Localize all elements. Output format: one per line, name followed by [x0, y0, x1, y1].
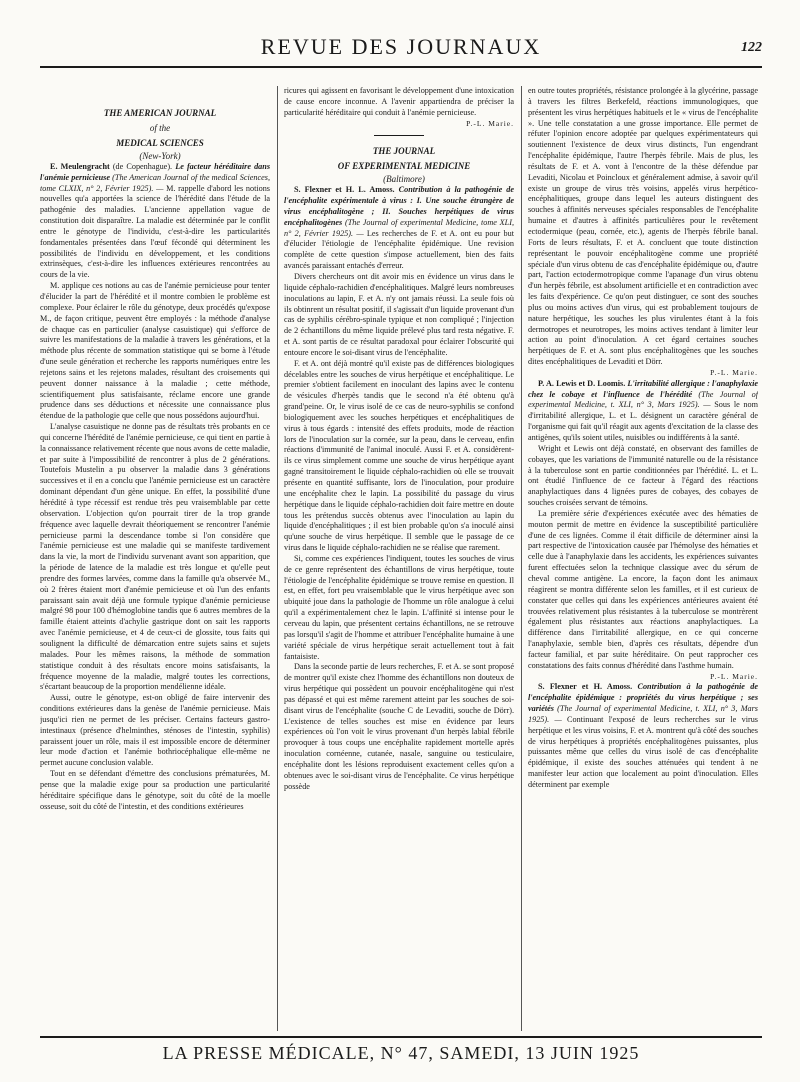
separator [374, 135, 424, 136]
article-title: Contribution à la pathogénie de l'encéphalite épidémique : propriétés du virus herpétique ; ses variétés [528, 682, 758, 714]
paragraph: L'analyse casuistique ne donne pas de résultats très probants en ce qui concerne l'hérédité de l'anémie pernicieuse, ce qui tient en partie à la connaissance relativement récente que nous avons de cette maladie, et par suite à l'impossibilité de rencontrer à plus de 2 générations. Toutefois Mustelin a pu observer la maladie dans 3 générations successives et il en a conclu que l'anémie pernicieuse est un caractère dominant dépendant d'un gène unique. En effet, la possibilité d'une hérédité à type récessif est rendue très peu vraisemblable par cette observation. L'objection qu'on pourrait tirer de la trop grande fréquence avec laquelle devrait théoriquement se rencontrer l'anémie pernicieuse parmi la descendance tombe si l'on considère que l'anémie pernicieuse est une maladie qui se manifeste tardivement dans la vie, la mort de l'individu survenant avant son apparition, que la période de latence de la maladie est très longue et qu'elle peut prendre des formes larvées, comme dans la famille qu'a observée M., où 2 frères étaient mort d'anémie pernicieuse et où l'un des enfants paraissant sain avait déjà une formule typique d'anémie pernicieuse malgré 98 pour 100 d'hémoglobine tandis que 6 autres membres de la famille étaient atteints d'achylie gastrique dont on sait les rapports avec l'anémie pernicieuse, et 4 de ceux-ci de glossite, tous faits qui soulignent la difficulté de démarcation entre sujets sains et sujets malades. Pour les mêmes raisons, la méthode de sommation statistique conduit à des résultats encore moins satisfaisants, la fréquence moyenne de la maladie, malgré toutes les corrections, s'écartant beaucoup de la proportion mendélienne idéale. [40, 422, 270, 692]
paragraph: Sous le nom d'irritabilité allergique, L. et L. désignent un caractère général de l'organisme qui fait qu'il réagit aux agents d'excitation de la classe des antigènes, qu'ils soient utiles, nuisibles ou indifférents à la santé. [528, 400, 758, 442]
article-reference: (The Journal of experimental Medicine, t. XLI, n° 3, Mars 1925). — [528, 704, 758, 724]
signature: P.-L. Marie. [710, 367, 758, 377]
section-title: THE JOURNAL [372, 146, 436, 157]
article-reference: (The American Journal of the medical Sciences, tome CLXIX, n° 2, Février 1925). — [40, 172, 270, 193]
paragraph: Wright et Lewis ont déjà constaté, en observant des familles de cobayes, que les variations de l'immunité naturelle ou de la résistance à la tuberculose sont en partie conditionnées par l'hérédité. L. et L. ont étudié l'influence de ce facteur à l'égard des réactions anaphylactiques dans 4 lignées pures de cobayes, des cobayes de souches croisées servant de témoins. [528, 443, 758, 508]
page-header [40, 30, 762, 68]
paragraph: en outre toutes propriétés, résistance prolongée à la glycérine, passage à travers les filtres Berkefeld, réactions immunologiques, que présentent les virus herpétiques habituels et le « virus de l'encéphalite ». Une telle constatation a une grosse importance. Elle permet de réfuter l'opinion encore adoptée par quelques expérimentateurs qui soutiennent l'existence de deux virus distincts, l'un engendrant l'encéphalite épidémique, l'autre l'herpès fébrile. Mais de plus, les résultats de F. et A. vont à l'encontre de la thèse défendue par Levaditi, Nicolau et Poincloux et généralement admise, à savoir qu'il existe un groupe de virus très voisins, appelés virus herpético-encéphalitiques, groupe dans lequel les auteurs distinguent des souches à affinités nerveuses spéciales responsables de l'encéphalite humaine et d'autres à affinités particulières pour le revêtement ectodermique (peau, cornée, etc.), agents de l'herpès fébrile banal. Forts de leurs résultats, F. et A. concluent que toute distinction représentant le pouvoir encéphalitogène comme une propriété spéciale d'un virus obtenu de cas d'encéphalite épidémique ou, d'autre part, l'action ectodermotropique comme l'apanage d'un virus obtenu d'un herpès fébrile, est absolument artificielle et en contradiction avec les faits d'expérience. Ce qu'on peut distinguer, ce sont des souches plus ou moins actives d'un virus, qui est probablement toujours de nature herpétique, les souches les plus virulentes étant à la fois dermotropes et neurotropes, les moins actives tendant à limiter leur action au point d'inoculation. A cet égard certaines souches herpétiques de F. et A. sont plus encéphalitogènes que les souches dites encéphalitiques de Levaditi et Dörr. [528, 86, 758, 367]
paragraph: Dans la seconde partie de leurs recherches, F. et A. se sont proposé de montrer qu'il existe chez l'homme des échantillons non douteux de virus herpétique qui possèdent un pouvoir encéphalitogène qui n'est pas dépassé et qui est même rarement atteint par les souches de soi-disant virus de l'encéphalite (souche C de Levaditi, souche de Dörr). L'existence de telles souches est mise en évidence par leurs expériences où l'on voit le virus provenant d'un herpès labial fébrile provoquer à tous coups une encéphalite rapidement mortelle après inoculation cornéenne, cutanée, nasale, sanguine ou testiculaire, encéphalite dont les lésions reproduisent exactement celles qu'on a obtenues avec le soi-disant virus de l'encéphalite. Ce virus herpétique possède [284, 662, 514, 791]
article-heading [528, 682, 758, 790]
signature: P.-L. Marie. [710, 671, 758, 681]
article-reference: (The Journal of experimental Medicine, tome XLI, n° 2, Février 1925). — [284, 217, 514, 238]
paragraph: La première série d'expériences exécutée avec des hématies de mouton permit de mettre en évidence la susceptibilité particulière d'une de ces lignées. Comme il était difficile de déterminer ainsi la part respective de l'intoxication causée par l'hémolyse des hématies et celle due à l'anaphylaxie dans les accidents, les expériences suivantes furent effectuées selon la technique classique avec du sérum de cheval comme antigène. La encore, la façon dont les animaux réagirent se montra différente selon les familles, et il est curieux de constater que celles qui dans les expériences antérieures avaient été trouvées relativement plus résistantes à la tuberculose se montrèrent également plus résistantes aux réactions anaphylactiques. La différence dans l'irritabilité allergique, en ce qui concerne l'anaphylaxie, semble bien, d'après ces résultats, dépendre d'un facteur familial, et par suite héréditaire. On peut rapprocher ces constatations des faits connus d'hérédité dans l'asthme humain. [528, 508, 758, 670]
article-author: P. A. Lewis et D. Loomis. [538, 378, 626, 388]
page-footer [40, 1036, 762, 1068]
section-title: of the [149, 123, 171, 133]
column-divider [521, 86, 522, 1031]
paragraph: Continuant l'exposé de leurs recherches sur le virus herpétique et les virus voisins, F. et A. montrent qu'à côté des souches de virus herpétiques à propriétés encéphalitogènes puissantes, plus puissantes même que celles du virus isolé de cas d'encéphalite épidémique, il existe des souches atténuées qui tendent à ne manifester leur action que localement au point d'inoculation. Elles déterminent par exemple [528, 714, 758, 789]
paragraph: Tout en se défendant d'émettre des conclusions prématurées, M. pense que la maladie exige pour sa production une particularité héréditaire spécifique dans le génotype, soit du côté de la moelle osseuse, soit du côté de l'intestin, et des conditions extérieures [40, 769, 270, 811]
paragraph: Les recherches de F. et A. ont eu pour but d'élucider l'étiologie de l'encéphalite épidémique. Une revision complète de cette question s'impose actuellement, bien des faits avancés paraissant entachés d'erreur. [284, 228, 514, 271]
article-reference: (The Journal of experimental Medicine, t. XLI, n° 3, Mars 1925). — [528, 389, 758, 410]
article-heading [528, 379, 758, 444]
article-author: E. Meulengracht [50, 161, 110, 171]
paragraph: Divers chercheurs ont dit avoir mis en évidence un virus dans le liquide céphalo-rachidien d'encéphalitiques. Malgré leurs nombreuses inoculations au lapin, F. et A. n'y ont jamais réussi. La seule fois où ils obtinrent un résultat positif, il s'agissait d'un liquide provenant d'un cas de syphilis cérébro-spinale typique et non compliqué ; l'injection de 2 échantillons du même liquide prélevé plus tard resta négative. F. et A. sont partis de ce résultat paradoxal pour éclairer l'obscurité qui entoure encore le soi-disant virus de l'encéphalite. [284, 271, 514, 357]
article-heading [284, 185, 514, 272]
section-title: MEDICAL SCIENCES [116, 138, 204, 148]
article-title: Contribution à la pathogénie de l'encéphalite expérimentale à virus : I. Une souche étrangère de virus encéphalitogène ; II. Souches herpétiques de virus encéphalitogènes [284, 185, 514, 227]
article-affiliation: (de Copenhague). [109, 161, 176, 171]
section-location: (New-York) [139, 151, 181, 161]
paragraph: ricures qui agissent en favorisant le développement d'une intoxication de cause encore inconnue. A l'avenir appartiendra de préciser la particularité héréditaire qui conduit à l'anémie pernicieuse. [284, 86, 514, 117]
section-location: (Baltimore) [383, 174, 425, 185]
paragraph: Si, comme ces expériences l'indiquent, toutes les souches de virus de ce genre représentent des échantillons de virus herpétique, toute l'étiologie de l'encéphalite épidémique se trouve remise en question. Il est, en effet, fort peu vraisemblable que le virus herpétique avec son ubiquité joue dans la pathologie de l'homme un rôle analogue à celui qu'il a expérimentalement chez le lapin. L'affinité si intense pour le cerveau du lapin, que présentent certains échantillons, ne se retrouve pas lorsqu'il s'agit de l'homme et attribuer l'encéphalite humaine à une variété spéciale de virus herpétique serait actuellement tout à fait fantaisiste. [284, 553, 514, 661]
column-divider [277, 86, 278, 1031]
column-1 [40, 86, 270, 1031]
section-title: OF EXPERIMENTAL MEDICINE [337, 161, 471, 172]
paragraph: F. et A. ont déjà montré qu'il existe pas de différences biologiques décelables entre les souches de virus herpétique et encéphalitique. Le premier s'obtient facilement en inoculant des lapins avec le contenu de vésicules d'herpès tandis que le second n'a été obtenu qu'à grand'peine. Or, le virus isolé de ce cas de neuro-syphilis se confond biologiquement avec les souches herpétiques et encéphalitiques de virus à tous égards : intensité des effets produits, mode de réaction lors de l'inoculation sur la cornée, sur la peau, dans le cerveau, enfin réactions d'immunité de l'animal inoculé. Aussi F. et A. considèrent-ils ce virus simplement comme une souche de virus herpétique ayant gagné transitoirement le liquide céphalo-rachidien où elle se trouvait présente en quantité suffisante, lors de l'inoculation, pour produire une encéphalite chez le lapin. La possibilité du passage du virus herpétique dans le liquide céphalo-rachidien doit faire mettre en doute tous les prétendus succès obtenus avec l'inoculation au lapin du liquide d'encéphalitiques ; il est bien probable qu'on s'a inoculé ainsi qu'une souche de virus herpétique. Il semble que le passage de ce virus dans le liquide céphalo-rachidien ne se réalise que rarement. [284, 358, 514, 553]
article-title: Le facteur héréditaire dans l'anémie pernicieuse [40, 161, 270, 182]
column-3 [528, 86, 758, 1031]
page-number: 122 [741, 40, 762, 55]
section-title: THE AMERICAN JOURNAL [103, 108, 217, 118]
paragraph: M. applique ces notions au cas de l'anémie pernicieuse pour tenter d'élucider la part de l'hérédité et il montre combien le problème est complexe. Pour éclairer le rôle du génotype, deux procédés qu'expose M., de façon critique, peuvent être employés : la méthode d'analyse de chaque cas en particulier (analyse casuistique) qui s'efforce de suivre les manifestations de la maladie à travers les générations, et la méthode plus récente de sommation statistique qui se borne à l'étude d'une seule génération et recherche les rapports numériques entre les rejetons sains et les rejetons malades, résultant des croisements qui peuvent donner naissance à la maladie ; cette méthode, scientifiquement plus satisfaisante, réclame encore une grande prudence dans ses déductions et nécessite une connaissance plus étendue de la pathologie que celle que nous possédons aujourd'hui. [40, 281, 270, 421]
paragraph: M. rappelle d'abord les notions nouvelles qu'a apportées la science de l'hérédité dans l'étude de la pathogénie des maladies. L'ancienne appellation vague de constitution doit disparaître. La maladie est déterminée par le conflit entre le génotype de l'individu, c'est-à-dire les particularités fondamentales présentées dans l'œuf fécondé qui déterminent les possibilités de l'individu en développement, et les conditions extrinsèques, c'est-à-dire les influences extérieures rencontrées au cours de la vie. [40, 183, 270, 280]
article-title: L'irritabilité allergique : l'anaphylaxie chez le cobaye et l'influence de l'hérédité [528, 378, 758, 399]
journal-title: REVUE DES JOURNAUX [260, 34, 542, 59]
paragraph: Aussi, outre le génotype, est-on obligé de faire intervenir des conditions extérieures dans la genèse de l'anémie pernicieuse. Mais jusqu'ici rien ne permet de les préciser. Certains facteurs gastro-intestinaux (présence d'helminthes, sténoses de l'intestin, syphilis) paraissent jouer un rôle, mais il est impossible encore de déterminer leur mode d'action et l'anémie bothriocéphalique elle-même ne permet aucune conclusion valable. [40, 693, 270, 768]
article-author: S. Flexner et H. L. Amoss. [294, 185, 395, 195]
signature: P.-L. Marie. [466, 118, 514, 128]
column-2 [284, 86, 514, 1031]
footer-text: LA PRESSE MÉDICALE, N° 47, SAMEDI, 13 JUIN 1925 [162, 1043, 640, 1063]
article-heading [40, 162, 270, 281]
article-author: S. Flexner et H. Amoss. [538, 682, 633, 692]
